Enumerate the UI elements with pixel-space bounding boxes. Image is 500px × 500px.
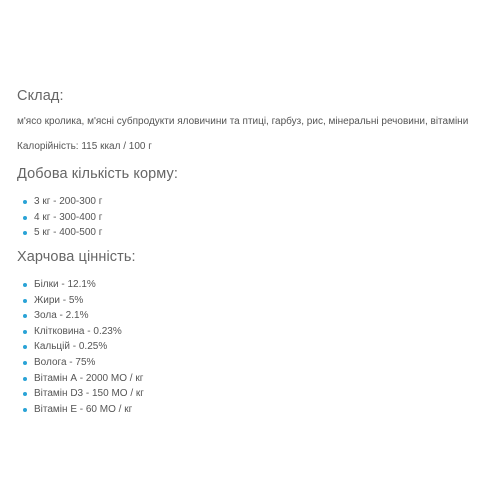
- list-item: [17, 277, 144, 293]
- list-item: [17, 308, 144, 324]
- list-item-text: Клітковина - 0.23%: [34, 325, 122, 337]
- bullet-icon: [23, 231, 27, 235]
- daily-amount-list: [17, 194, 102, 241]
- list-item: [17, 339, 144, 355]
- list-item-text: 4 кг - 300-400 г: [34, 211, 103, 223]
- list-item: [17, 210, 102, 226]
- list-item: [17, 402, 144, 418]
- bullet-icon: [23, 283, 27, 287]
- list-item: [17, 225, 102, 241]
- bullet-icon: [23, 408, 27, 412]
- bullet-icon: [23, 299, 27, 303]
- composition-heading: Склад:: [17, 88, 64, 104]
- calories-text: Калорійність: 115 ккал / 100 г: [17, 141, 152, 152]
- list-item-text: Вітамін А - 2000 МО / кг: [34, 372, 144, 384]
- list-item-text: 5 кг - 400-500 г: [34, 227, 103, 239]
- list-item-text: 3 кг - 200-300 г: [34, 196, 103, 207]
- nutrition-heading: Харчова цінність:: [17, 249, 136, 265]
- composition-text: м'ясо кролика, м'ясні субпродукти яловичини та птиці, гарбуз, рис, мінеральні речовини, вітаміни: [17, 116, 469, 127]
- bullet-icon: [23, 392, 27, 396]
- bullet-icon: [23, 345, 27, 349]
- list-item-text: Вітамін Е - 60 МО / кг: [34, 403, 133, 415]
- list-item: [17, 386, 144, 402]
- bullet-icon: [23, 216, 27, 220]
- list-item-text: Білки - 12.1%: [34, 279, 96, 290]
- bullet-icon: [23, 314, 27, 318]
- nutrition-list: [17, 277, 144, 417]
- bullet-icon: [23, 200, 27, 204]
- bullet-icon: [23, 330, 27, 334]
- list-item-text: Зола - 2.1%: [34, 310, 89, 322]
- list-item: [17, 194, 102, 210]
- list-item: [17, 355, 144, 371]
- list-item: [17, 371, 144, 387]
- bullet-icon: [23, 361, 27, 365]
- list-item-text: Вітамін D3 - 150 МО / кг: [34, 388, 144, 400]
- list-item-text: Кальцій - 0.25%: [34, 341, 108, 353]
- daily-amount-heading: Добова кількість корму:: [17, 166, 179, 182]
- list-item-text: Волога - 75%: [34, 356, 96, 368]
- list-item-text: Жири - 5%: [34, 294, 84, 306]
- list-item: [17, 293, 144, 309]
- list-item: [17, 324, 144, 340]
- bullet-icon: [23, 377, 27, 381]
